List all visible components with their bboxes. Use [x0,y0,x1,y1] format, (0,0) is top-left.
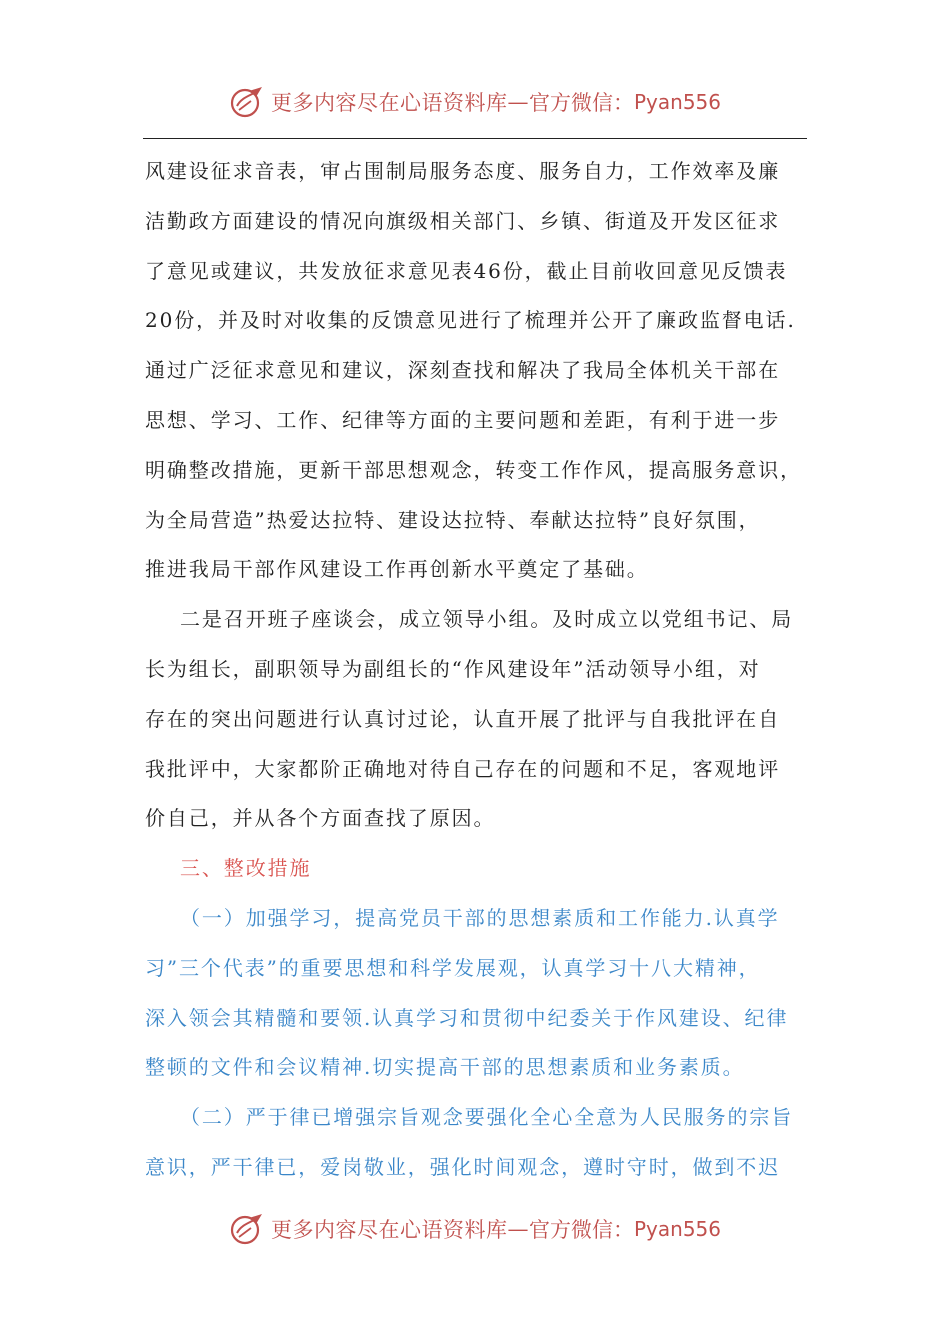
banner-title: 更多内容尽在心语资料库 [270,1218,508,1242]
body-line: 20份，并及时对收集的反馈意见进行了梳理并公开了廉政监督电话. [145,308,796,333]
body-line: 明确整改措施，更新干部思想观念，转变工作作风，提高服务意识， [145,457,802,482]
body-line-highlight: （一）加强学习，提高党员干部的思想素质和工作能力.认真学 [180,905,780,930]
body-line: 思想、学习、工作、纪律等方面的主要问题和差距，有利于进一步 [145,407,781,432]
header-banner [0,80,950,124]
body-line: 了意见或建议，共发放征求意见表46份，截止目前收回意见反馈表 [145,258,788,283]
body-line-highlight: 意识，严干律已，爱岗敬业，强化时间观念，遵时守时，做到不迟 [145,1154,781,1179]
body-line: 存在的突出问题进行认真讨过论，认直开展了批评与自我批评在自 [145,706,781,731]
banner-wechat-label: 官方微信： [528,1218,634,1242]
banner-title: 更多内容尽在心语资料库 [270,91,508,115]
banner-dash: — [507,1217,529,1241]
banner-wechat-label: 官方微信： [528,91,634,115]
footer-banner [0,1207,950,1251]
body-line-highlight: 整顿的文件和会议精神.切实提高干部的思想素质和业务素质。 [145,1055,745,1080]
pen-logo-icon [229,84,265,120]
body-line-highlight: 习”三个代表”的重要思想和科学发展观，认真学习十八大精神， [145,955,761,980]
body-line: 长为组长，副职领导为副组长的“作风建设年”活动领导小组，对 [145,656,761,681]
body-line: 我批评中，大家都阶正确地对待自己存在的问题和不足，客观地评 [145,756,781,781]
document-body [145,147,805,1193]
body-line: 通过广泛征求意见和建议，深刻查找和解决了我局全体机关干部在 [145,358,781,383]
section-heading: 三、整改措施 [180,856,312,881]
banner-wechat-id: Pyan556 [633,1217,721,1241]
body-line: 洁勤政方面建设的情况向旗级相关部门、乡镇、街道及开发区征求 [145,208,781,233]
header-rule [143,138,807,139]
body-line-highlight: 深入领会其精髓和要领.认真学习和贯彻中纪委关于作风建设、纪律 [145,1005,789,1030]
body-line: 为全局营造”热爱达拉特、建设达拉特、奉献达拉特”良好氛围， [145,507,761,532]
body-line: 风建设征求音表，审占围制局服务态度、服务自力，工作效率及廉 [145,159,781,183]
body-line-highlight: （二）严于律已增强宗旨观念要强化全心全意为人民服务的宗旨 [180,1105,794,1130]
body-line: 价自己，并从各个方面查找了原因。 [145,806,496,831]
body-line: 推进我局干部作风建设工作再创新水平奠定了基础。 [145,557,649,582]
banner-wechat-id: Pyan556 [633,90,721,114]
body-line: 二是召开班子座谈会，成立领导小组。及时成立以党组书记、局 [180,607,794,632]
banner-dash: — [507,90,529,114]
pen-logo-icon [229,1211,265,1247]
